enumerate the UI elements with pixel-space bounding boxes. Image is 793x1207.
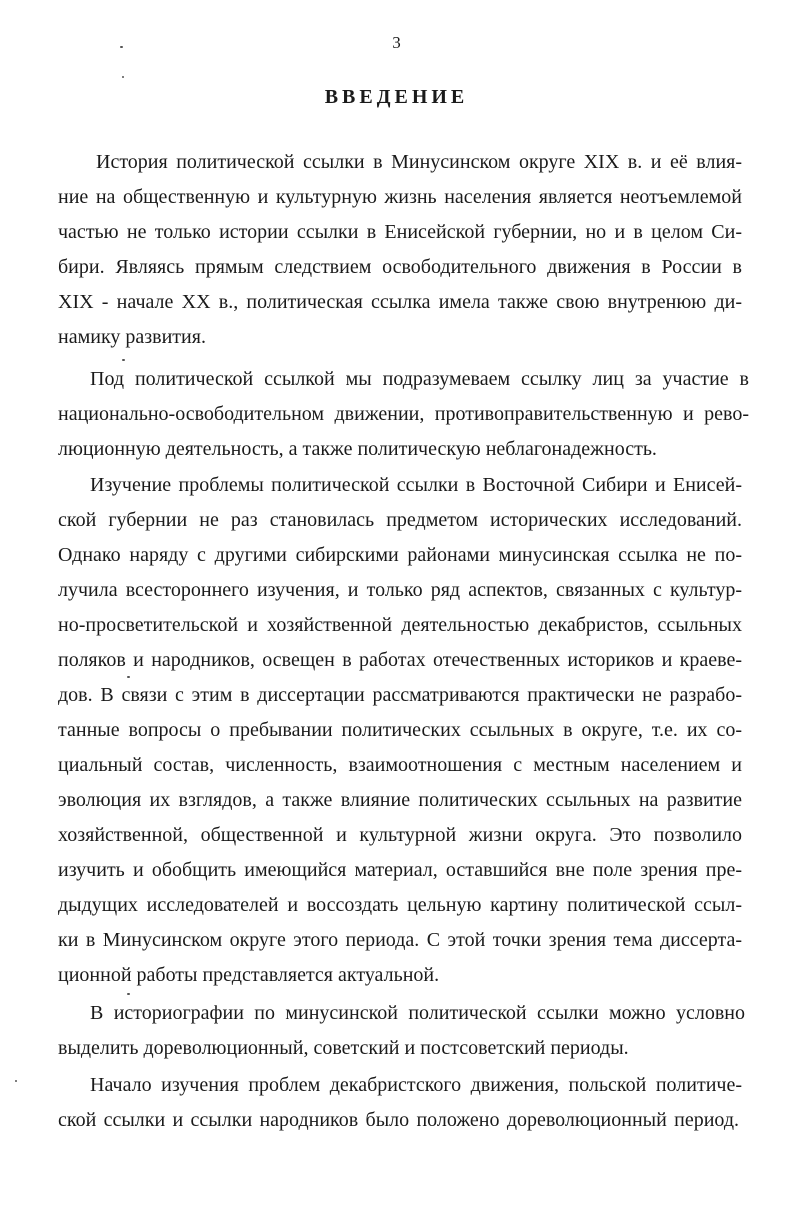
text-line: лучила всестороннего изучения, и только ряд аспектов, связанных с культур- xyxy=(58,579,742,601)
page-number: 3 xyxy=(392,33,401,52)
scan-speck xyxy=(120,46,123,48)
text-line: бири. Являясь прямым следствием освободительного движения в России в xyxy=(58,256,742,278)
text-line: История политической ссылки в Минусинском округе XIX в. и её влия- xyxy=(96,151,742,173)
text-line: хозяйственной, общественной и культурной жизни округа. Это позволило xyxy=(58,824,742,846)
scan-speck xyxy=(122,76,124,78)
text-line: частью не только истории ссылки в Енисейской губернии, но и в целом Си- xyxy=(58,221,742,243)
text-line: ционной работы представляется актуальной. xyxy=(58,964,440,986)
text-line: дов. В связи с этим в диссертации рассматриваются практически не разрабо- xyxy=(58,684,742,706)
text-line: Под политической ссылкой мы подразумеваем ссылку лиц за участие в xyxy=(90,368,749,390)
text-line: танные вопросы о пребывании политических ссыльных в округе, т.е. их со- xyxy=(58,719,742,741)
text-line: Начало изучения проблем декабристского движения, польской политиче- xyxy=(90,1074,742,1096)
text-line: намику развития. xyxy=(58,326,206,348)
text-line: ние на общественную и культурную жизнь населения является неотъемлемой xyxy=(58,186,742,208)
text-line: но-просветительской и хозяйственной деятельностью декабристов, ссыльных xyxy=(58,614,742,636)
text-line: Изучение проблемы политической ссылки в Восточной Сибири и Енисей- xyxy=(90,474,742,496)
text-line: эволюция их взглядов, а также влияние политических ссыльных на развитие xyxy=(58,789,742,811)
text-line: В историографии по минусинской политической ссылки можно условно xyxy=(90,1002,745,1024)
scan-speck xyxy=(122,359,125,361)
text-line: Однако наряду с другими сибирскими районами минусинская ссылка не по- xyxy=(58,544,742,566)
scan-speck xyxy=(127,676,130,678)
text-line: дыдущих исследователей и воссоздать цельную картину политической ссыл- xyxy=(58,894,742,916)
text-line: изучить и обобщить имеющийся материал, оставшийся вне поле зрения пре- xyxy=(58,859,742,881)
text-line: циальный состав, численность, взаимоотношения с местным населением и xyxy=(58,754,742,776)
text-line: ки в Минусинском округе этого периода. С этой точки зрения тема диссерта- xyxy=(58,929,742,951)
text-line: национально-освободительном движении, противоправительственную и рево- xyxy=(58,403,749,425)
text-line: ской ссылки и ссылки народников было положено дореволюционный период. xyxy=(58,1109,739,1131)
text-line: люционную деятельность, а также политическую неблагонадежность. xyxy=(58,438,657,460)
text-line: ской губернии не раз становилась предметом исторических исследований. xyxy=(58,509,742,531)
scan-speck xyxy=(127,993,130,995)
text-line: выделить дореволюционный, советский и постсоветский периоды. xyxy=(58,1037,629,1059)
text-line: поляков и народников, освещен в работах отечественных историков и краеве- xyxy=(58,649,742,671)
scan-speck xyxy=(15,1080,17,1082)
text-line: XIX - начале XX в., политическая ссылка имела также свою внутренюю ди- xyxy=(58,291,742,313)
page-title: ВВЕДЕНИЕ xyxy=(324,86,469,108)
